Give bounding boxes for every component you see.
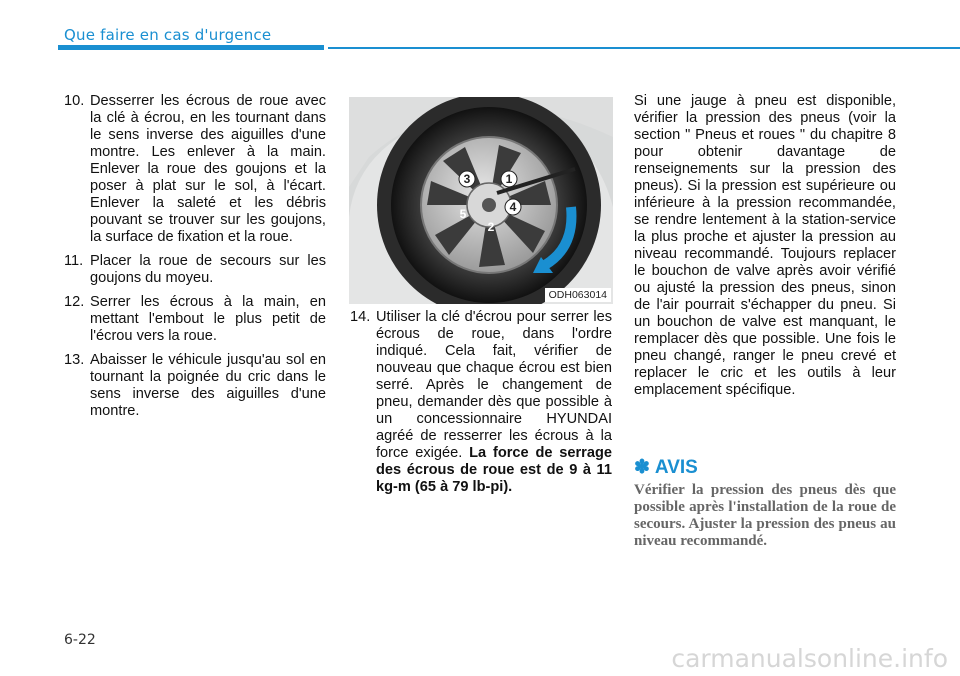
wheel-illustration [349,97,613,304]
list-item [64,294,326,345]
tire-pressure-paragraph: Si une jauge à pneu est disponible, vérifier la pression des pneus (voir la section " Pneus et roues " du chapitre 8 pour obtenir davantage de renseignements sur la pression des pneus). Si la pression est supérieure ou inférieure à la pression recommandée, se rendre lentement à la station-service la plus proche et ajuster la pression au niveau recommandé. Toujours replacer le bouchon de valve après avoir vérifié ou ajusté la pression des pneus, sinon de l'air pourrait s'échapper du pneu. Si un bouchon de valve est manquant, le remplacer dès que possible. Une fois le pneu changé, ranger le pneu crevé et replacer le cric et les outils à leur emplacement spécifique. [634,93,896,398]
svg-text:1: 1 [505,172,513,186]
lug-label-1 [501,171,517,187]
list-item [350,309,612,496]
section-title: Que faire en cas d'urgence [64,26,272,44]
lug-label-2 [488,220,495,234]
notice-heading [634,456,698,479]
step-text: Placer la roue de secours sur les goujons du moyeu. [90,253,326,286]
step-number: 14. [350,309,371,325]
header-rule-thick [58,45,324,50]
step-text: Desserrer les écrous de roue avec la clé à écrou, en les tournant dans le sens inverse des aiguilles d'une montre. Les enlever à la main. Enlever la roue des goujons et la poser à plat sur le sol, à l'écart. Enlever la saleté et les débris pouvant se trouver sur les goujons, la surface de fixation et la roue. [90,93,326,245]
svg-text:2: 2 [487,220,495,234]
step-number: 10. [64,93,85,109]
header-rule-thin [328,47,960,49]
step-number: 11. [64,253,84,269]
step-text: Serrer les écrous à la main, en mettant l'embout le plus petit de l'écrou vers la roue. [90,294,326,344]
step-text: Abaisser le véhicule jusqu'au sol en tournant la poignée du cric dans le sens inverse des aiguilles d'une montre. [90,352,326,419]
watermark: carmanualsonline.info [671,644,948,673]
lug-label-3 [459,171,475,187]
column-right [634,93,896,399]
wheel-drawing [349,97,613,304]
page-number: 6-22 [64,632,96,648]
lug-label-4 [505,199,521,215]
lug-label-5 [460,207,467,221]
column-middle [350,309,612,503]
list-item [64,93,326,246]
step-text [376,309,612,496]
svg-text:5: 5 [459,207,467,221]
column-left [64,93,326,427]
torque-spec: La force de serrage des écrous de roue est de 9 à 11 kg-m (65 à 79 lb-pi). [376,445,613,495]
svg-text:4: 4 [509,200,517,214]
notice-text: Vérifier la pression des pneus dès que possible après l'installation de la roue de secours. Ajuster la pression des pneus au niveau recommandé. [634,482,896,549]
notice-star-icon: ✽ [634,457,650,478]
figure-code: ODH063014 [545,288,611,302]
list-item [64,352,326,420]
notice-title: AVIS [654,457,698,478]
list-item [64,253,326,287]
step-number: 13. [64,352,85,368]
hub-center [482,198,496,212]
svg-text:3: 3 [463,172,471,186]
step-number: 12. [64,294,85,310]
step-text-regular: Utiliser la clé d'écrou pour serrer les écrous de roue, dans l'ordre indiqué. Cela fait, vérifier de nouveau que chaque écrou est bien serré. Après le changement de pneu, demander dès que possible à un concessionnaire HYUNDAI agréé de resserrer les écrous à la force exigée. [376,309,612,461]
